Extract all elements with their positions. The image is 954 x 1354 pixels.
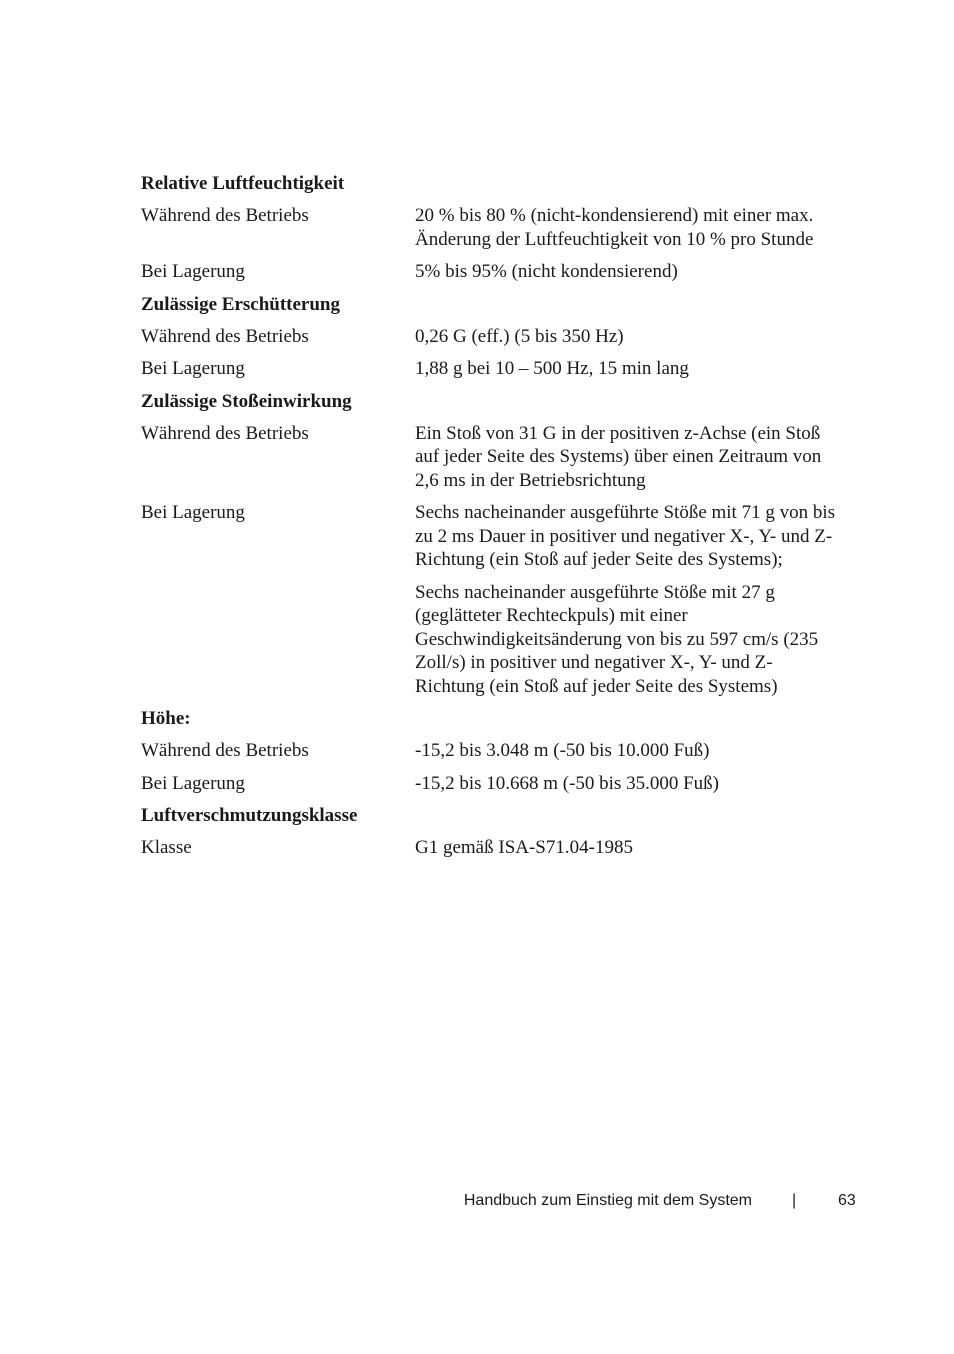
spec-value <box>415 772 841 796</box>
section-heading: Zulässige Stoßeinwirkung <box>141 390 352 412</box>
spec-value-text: 20 % bis 80 % (nicht-kondensierend) mit einer max. Änderung der Luftfeuchtigkeit von 10 % pro Stunde <box>415 205 814 250</box>
section-shock <box>141 390 841 699</box>
section-pollution <box>141 804 841 860</box>
spec-row <box>141 739 841 763</box>
spec-label: Klasse <box>141 837 192 858</box>
section-heading: Zulässige Erschütterung <box>141 293 340 315</box>
spec-row <box>141 204 841 251</box>
spec-value <box>415 357 841 381</box>
spec-label: Bei Lagerung <box>141 502 245 523</box>
spec-value-text: 5% bis 95% (nicht kondensierend) <box>415 261 678 282</box>
spec-row <box>141 772 841 796</box>
spec-label: Während des Betriebs <box>141 325 309 347</box>
spec-value <box>415 739 841 763</box>
spec-value <box>415 836 841 860</box>
spec-value-text: Ein Stoß von 31 G in der positiven z-Achse (ein Stoß auf jeder Seite des Systems) über einen Zeitraum von 2,6 ms in der Betriebsrichtung <box>415 422 822 491</box>
page-footer <box>0 1192 954 1216</box>
spec-value <box>415 422 841 493</box>
section-vibration <box>141 293 841 381</box>
spec-label: Während des Betriebs <box>141 205 309 226</box>
page-number: 63 <box>838 1192 856 1209</box>
spec-label: Bei Lagerung <box>141 358 245 379</box>
spec-row <box>141 325 841 349</box>
spec-value-text: Sechs nacheinander ausgeführte Stöße mit 27 g (geglätteter Rechteckpuls) mit einer Geschwindigkeitsänderung von bis zu 597 cm/s (235 Zoll/s) in positiver und negativer X-, Y- und Z-Richtung (ein Stoß auf jeder Seite des Systems) <box>415 581 819 697</box>
spec-label: Während des Betriebs <box>141 422 309 444</box>
spec-value-text: 0,26 G (eff.) (5 bis 350 Hz) <box>415 325 624 347</box>
section-heading: Relative Luftfeuchtigkeit <box>141 173 345 194</box>
spec-content <box>141 172 841 869</box>
spec-value-text: G1 gemäß ISA-S71.04-1985 <box>415 837 633 858</box>
spec-row <box>141 422 841 493</box>
spec-row <box>141 260 841 284</box>
spec-value <box>415 260 841 284</box>
spec-label: Bei Lagerung <box>141 772 245 794</box>
section-heading: Luftverschmutzungsklasse <box>141 805 358 826</box>
section-heading: Höhe: <box>141 708 191 729</box>
spec-value-text: -15,2 bis 10.668 m (-50 bis 35.000 Fuß) <box>415 772 719 794</box>
spec-value <box>415 204 841 251</box>
spec-row <box>141 836 841 860</box>
section-humidity <box>141 172 841 284</box>
footer-separator: | <box>792 1192 797 1209</box>
spec-value <box>415 325 841 349</box>
spec-row <box>141 357 841 381</box>
spec-value-text: -15,2 bis 3.048 m (-50 bis 10.000 Fuß) <box>415 740 710 761</box>
spec-label: Während des Betriebs <box>141 740 309 761</box>
section-altitude <box>141 707 841 795</box>
footer-title: Handbuch zum Einstieg mit dem System <box>463 1192 752 1209</box>
spec-row <box>141 501 841 698</box>
spec-value <box>415 501 841 698</box>
spec-value-text: Sechs nacheinander ausgeführte Stöße mit 71 g von bis zu 2 ms Dauer in positiver und negativer X-, Y- und Z-Richtung (ein Stoß auf jeder Seite des Systems); <box>415 502 836 570</box>
spec-label: Bei Lagerung <box>141 261 245 282</box>
spec-value-text: 1,88 g bei 10 – 500 Hz, 15 min lang <box>415 358 689 379</box>
